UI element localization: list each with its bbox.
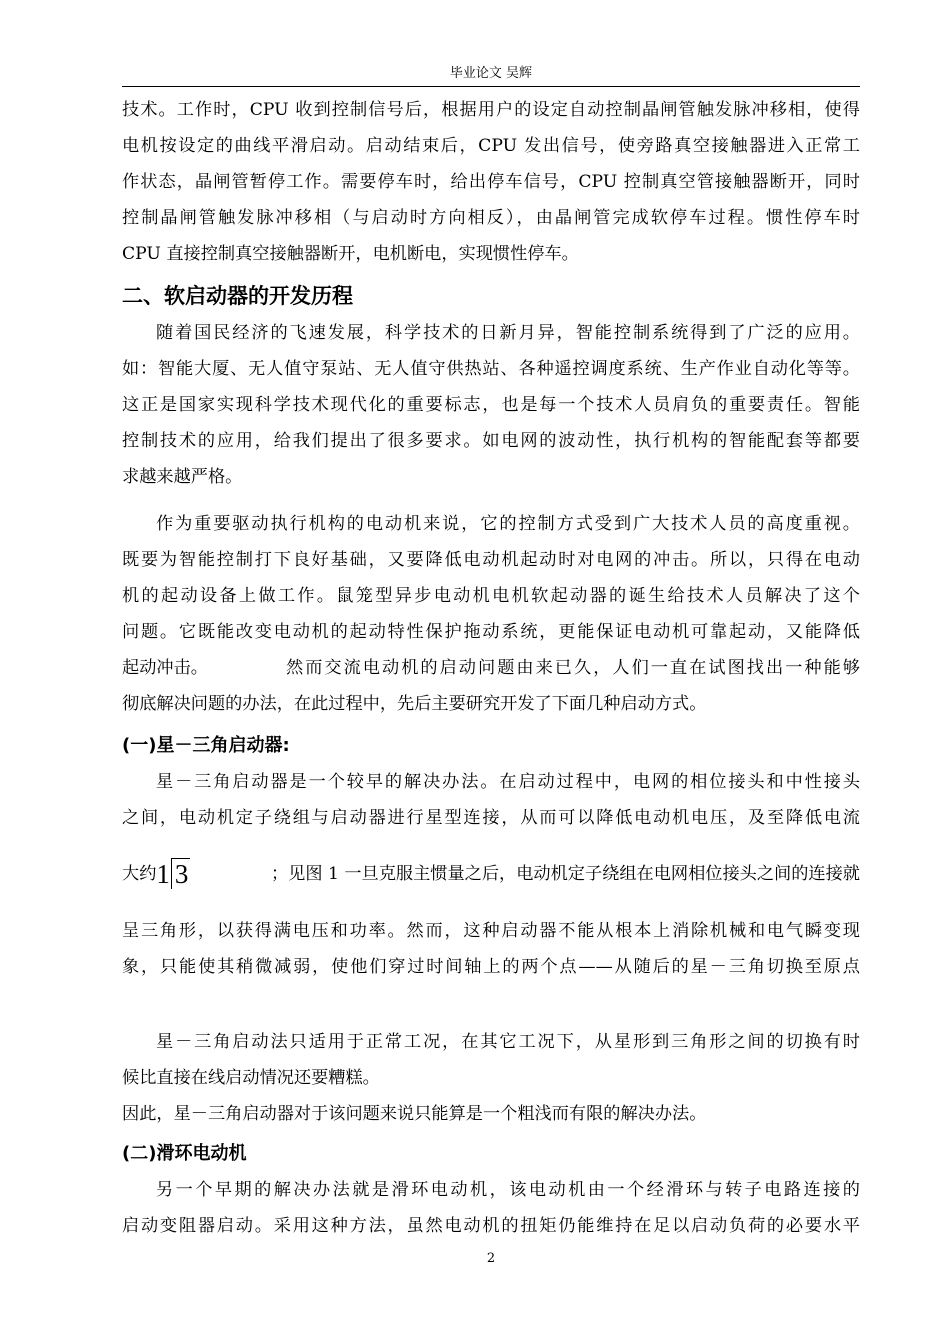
paragraph-line: 象，只能使其稍微减弱，使他们穿过时间轴上的两个点——从随后的星－三角切换至原点 [122,957,860,977]
paragraph-line: CPU 直接控制真空接触器断开，电机断电，实现惯性停车。 [122,244,579,264]
formula-group [122,858,190,889]
page-header: 毕业论文 吴辉 [122,64,860,87]
paragraph-line: 这正是国家实现科学技术现代化的重要标志，也是每一个技术人员肩负的重要责任。智能 [122,395,860,415]
subsection-heading: (二)滑环电动机 [122,1143,247,1164]
paragraph-line: 求越来越严格。 [122,467,243,487]
formula-line [122,858,860,889]
paragraph-line: 呈三角形，以获得满电压和功率。然而，这种启动器不能从根本上消除机械和电气瞬变现 [122,921,860,941]
paragraph-line: 随着国民经济的飞速发展，科学技术的日新月异，智能控制系统得到了广泛的应用。 [156,323,860,343]
formula-numerator: 1 [156,859,170,889]
paragraph-line: 控制晶闸管触发脉冲移相（与启动时方向相反），由晶闸管完成软停车过程。惯性停车时 [122,208,860,228]
section-heading: 二、软启动器的开发历程 [122,284,353,308]
paragraph-line: 技术。工作时，CPU 收到控制信号后，根据用户的设定自动控制晶闸管触发脉冲移相，使得 [122,100,860,120]
paragraph-line: 作状态，晶闸管暂停工作。需要停车时，给出停车信号，CPU 控制真空管接触器断开，同时 [122,172,860,192]
paragraph-line: 问题。它既能改变电动机的起动特性保护拖动系统，更能保证电动机可靠起动，又能降低 [122,622,860,642]
paragraph-line: 电机按设定的曲线平滑启动。启动结束后，CPU 发出信号，使旁路真空接触器进入正常工 [122,136,860,156]
paragraph-line: 彻底解决问题的办法，在此过程中，先后主要研究开发了下面几种启动方式。 [122,694,707,714]
subsection-heading: (一)星－三角启动器: [122,735,290,756]
paragraph-line: 星－三角启动器是一个较早的解决办法。在启动过程中，电网的相位接头和中性接头 [156,772,860,792]
paragraph-line: 既要为智能控制打下良好基础，又要降低电动机起动时对电网的冲击。所以，只得在电动 [122,550,860,570]
paragraph-line: 启动变阻器启动。采用这种方法，虽然电动机的扭矩仍能维持在足以启动负荷的必要水平 [122,1216,860,1236]
paragraph-line: 然而交流电动机的启动问题由来已久，人们一直在试图找出一种能够 [286,658,860,678]
paragraph-line: 另一个早期的解决办法就是滑环电动机，该电动机由一个经滑环与转子电路连接的 [156,1180,860,1200]
paragraph-line: 星－三角启动法只适用于正常工况，在其它工况下，从星形到三角形之间的切换有时 [156,1032,860,1052]
one-over-root-three-formula [156,858,190,889]
formula-suffix: ；见图 1 一旦克服主惯量之后，电动机定子绕组在电网相位接头之间的连接就 [270,863,860,884]
sqrt-symbol [171,858,191,889]
formula-prefix: 大约 [122,863,157,884]
paragraph-line: 如：智能大厦、无人值守泵站、无人值守供热站、各种遥控调度系统、生产作业自动化等等。 [122,359,860,379]
paragraph-line: 作为重要驱动执行机构的电动机来说，它的控制方式受到广大技术人员的高度重视。 [156,514,860,534]
paragraph-line: 机的起动设备上做工作。鼠笼型异步电动机电机软起动器的诞生给技术人员解决了这个 [122,586,860,606]
paragraph-line: 起动冲击。 [122,658,208,678]
formula-radicand: 3 [174,859,189,889]
paragraph-line: 候比直接在线启动情况还要糟糕。 [122,1068,380,1088]
page-number: 2 [486,1251,496,1266]
paragraph-line: 控制技术的应用，给我们提出了很多要求。如电网的波动性，执行机构的智能配套等都要 [122,431,860,451]
paragraph-line: 之间，电动机定子绕组与启动器进行星型连接，从而可以降低电动机电压，及至降低电流 [122,808,860,828]
paragraph-line: 因此，星－三角启动器对于该问题来说只能算是一个粗浅而有限的解决办法。 [122,1104,707,1124]
